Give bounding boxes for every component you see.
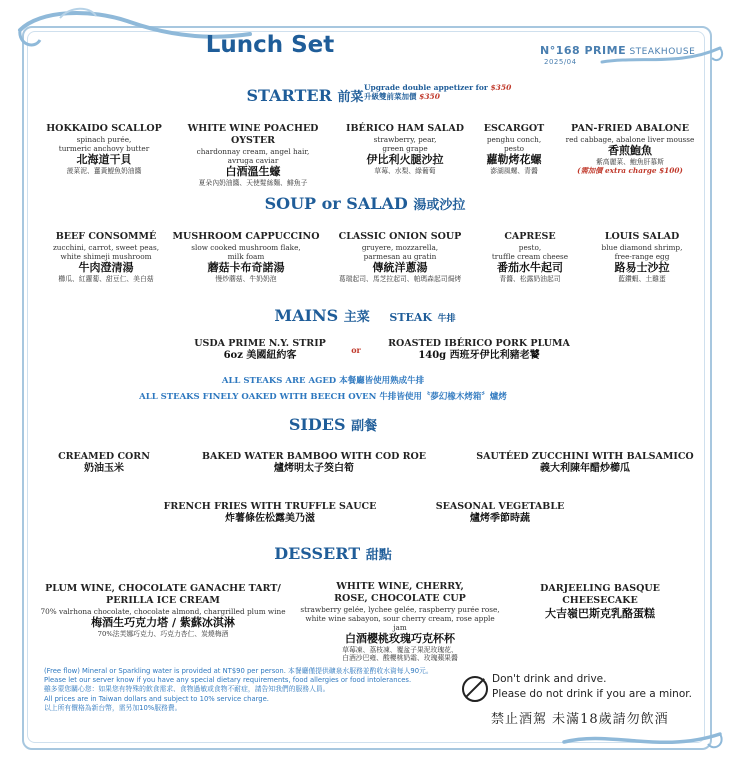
footer-notes	[44, 667, 464, 713]
upgrade-zh: 升級雙前菜加價	[364, 92, 420, 102]
menu-text: 紫高麗菜、鮑魚肝慕斯	[596, 157, 664, 166]
menu-text: green grape	[382, 143, 428, 153]
menu-text: slow cooked mushroom flake,	[191, 242, 301, 252]
brand-subtitle: STEAKHOUSE	[629, 47, 696, 57]
menu-text: PAN-FRIED ABALONE	[571, 123, 689, 134]
menu-text: 蘿勒烤花螺	[486, 153, 542, 167]
main-item	[384, 338, 574, 362]
dessert-item	[40, 583, 286, 638]
menu-text: avruga caviar	[227, 155, 279, 165]
menu-text: ROASTED IBÉRICO PORK PLUMA	[388, 338, 570, 349]
sides-heading	[0, 415, 698, 434]
mains-title-en: MAINS	[274, 306, 339, 325]
page-title: Lunch Set	[205, 32, 335, 58]
warning-line: Don't drink and drive.	[492, 673, 607, 685]
menu-text: 奶油玉米	[84, 462, 124, 474]
mains-heading	[0, 306, 730, 325]
menu-text: gruyere, mozzarella,	[361, 242, 439, 252]
starter-item	[168, 123, 338, 187]
menu-text: 夏朵內奶油醬、天使髮絲麵、鯡魚子	[198, 178, 308, 187]
menu-text: 藍鑽蝦、土雞蛋	[618, 274, 666, 283]
menu-text: USDA PRIME N.Y. STRIP	[194, 338, 326, 349]
footer-line: 以上所有價格為新台幣，需另加10%服務費。	[44, 703, 182, 712]
menu-text: 140g 西班牙伊比利豬老饕	[418, 349, 540, 361]
menu-text: 梅酒生巧克力塔 / 紫蘇冰淇淋	[91, 615, 235, 629]
menu-text: CAPRESE	[504, 231, 556, 242]
menu-text: strawberry gelée, lychee gelée, raspberry purée rose,	[300, 604, 500, 614]
footer-line: Please let our server know if you have any special dietary requirements, food allergies or food intolerances.	[44, 676, 412, 685]
starter-item	[468, 123, 560, 175]
alcohol-warning-zh: 禁止酒駕 未滿18歲請勿飲酒	[491, 712, 669, 727]
mains-title-zh: 主菜	[343, 310, 370, 325]
menu-text: ESCARGOT	[483, 123, 545, 134]
menu-text: 慢炒蘑菇、牛奶奶泡	[215, 274, 277, 283]
side-item	[196, 451, 432, 475]
dessert-title-en: DESSERT	[274, 544, 361, 563]
steak-label-zh: 牛排	[437, 314, 456, 324]
extra-charge-note: (需加價 extra charge $100)	[577, 166, 683, 176]
menu-text: ROSE, CHOCOLATE CUP	[334, 592, 466, 604]
menu-text: CLASSIC ONION SOUP	[338, 231, 462, 242]
dessert-item	[504, 583, 696, 621]
starter-upgrade-note	[364, 83, 511, 102]
side-item	[420, 501, 580, 525]
aged-steak-note: ALL STEAKS ARE AGED 本餐廳皆使用熟成牛排	[221, 376, 425, 386]
menu-text: SAUTÉED ZUCCHINI WITH BALSAMICO	[476, 451, 694, 462]
menu-text: FRENCH FRIES WITH TRUFFLE SAUCE	[163, 501, 377, 512]
menu-text: 牛肉澄清湯	[78, 261, 134, 275]
menu-text: turmeric anchovy butter	[58, 143, 150, 153]
menu-text: 草莓凍、荔枝凍、覆盆子果泥玫瑰花、	[342, 645, 458, 654]
footer-line: All prices are in Taiwan dollars and subject to 10% service charge.	[44, 694, 269, 703]
sides-title-en: SIDES	[288, 415, 346, 434]
soup-title-zh: 湯或沙拉	[413, 198, 466, 213]
menu-text: 70%法芙娜巧克力、巧克力杏仁、炭燒梅酒	[97, 629, 229, 638]
soup-item	[44, 231, 168, 283]
menu-text: 菠菜泥、薑黃鯷魚奶油醬	[66, 166, 142, 175]
menu-text: 葛瑞起司、馬芝拉起司、帕瑪森起司焗烤	[338, 274, 462, 283]
side-item	[160, 501, 380, 525]
no-drinking-icon	[462, 676, 488, 702]
menu-text: 澎湖風螺、青醬	[490, 166, 538, 175]
soup-item	[322, 231, 478, 283]
oak-oven-note: ALL STEAKS FINELY OAKED WITH BEECH OVEN 牛排皆使用〝夢幻橡木烤箱〞爐烤	[139, 392, 507, 402]
menu-text: milk foam	[227, 251, 265, 261]
warning-line: Please do not drink if you are a minor.	[492, 687, 692, 700]
upgrade-en: Upgrade double appetizer for	[364, 83, 491, 92]
menu-text: 草莓、水梨、綠葡萄	[374, 166, 436, 175]
menu-text: zucchini, carrot, sweet peas,	[52, 242, 160, 252]
side-item	[470, 451, 700, 475]
menu-text: spinach purée,	[76, 134, 132, 144]
menu-text: HOKKAIDO SCALLOP	[46, 123, 162, 134]
menu-text: SEASONAL VEGETABLE	[435, 501, 565, 512]
starter-item	[558, 123, 702, 175]
menu-text: IBÉRICO HAM SALAD	[346, 123, 464, 134]
footer-line: 雖多蒙您關心您：如果您有特殊的飲食需求、食物過敏或食物不耐症，請告知我們的服務人員。	[44, 685, 330, 694]
menu-text: 北海道干貝	[76, 153, 132, 167]
menu-text: truffle cream cheese	[491, 251, 569, 261]
footer-line: (Free flow) Mineral or Sparkling water is provided at NT$90 per person. 本餐廳僅提供礦泉水服務並酌收水資每人90元。	[44, 667, 433, 675]
menu-text: penghu conch,	[486, 134, 542, 144]
alcohol-warning	[492, 672, 692, 701]
menu-text: PLUM WINE, CHOCOLATE GANACHE TART/	[45, 583, 281, 594]
menu-text: CREAMED CORN	[58, 451, 150, 462]
menu-text: 蘑菇卡布奇諾湯	[207, 261, 285, 275]
starter-title-zh: 前菜	[337, 90, 364, 105]
menu-text: BAKED WATER BAMBOO WITH COD ROE	[201, 451, 427, 462]
dessert-item	[300, 581, 500, 663]
soup-heading	[0, 194, 730, 213]
dessert-title-zh: 甜點	[365, 548, 392, 563]
menu-text: 爐烤季節時蔬	[470, 512, 530, 524]
menu-text: 香煎鮑魚	[608, 143, 652, 157]
upgrade-zh-price: $350	[419, 92, 440, 102]
menu-text: 白酒溫生蠔	[225, 164, 281, 178]
menu-text: LOUIS SALAD	[604, 231, 680, 242]
menu-text: 白酒沙巴雍、酸櫻桃奶霜、玫瑰蘋果醬	[342, 654, 458, 663]
brand-code: 2025/04	[544, 58, 577, 66]
menu-text: 番茄水牛起司	[497, 261, 563, 275]
menu-text: MUSHROOM CAPPUCCINO	[172, 231, 320, 242]
soup-item	[482, 231, 578, 283]
menu-text: 伊比利火腿沙拉	[366, 153, 444, 167]
menu-text: 櫛瓜、紅蘿蔔、甜豆仁、美白菇	[58, 274, 154, 283]
menu-text: pesto,	[518, 242, 542, 252]
starter-heading	[0, 86, 670, 105]
menu-text: 傳統洋蔥湯	[372, 261, 428, 275]
menu-text: pesto	[503, 143, 525, 153]
or-separator: or	[351, 345, 361, 355]
starter-item	[44, 123, 164, 175]
menu-text: white wine sabayon, sour cherry cream, rose apple jam	[305, 613, 495, 632]
menu-text: 炸薯條佐松露美乃滋	[225, 512, 315, 524]
side-item	[44, 451, 164, 475]
menu-text: chardonnay cream, angel hair,	[196, 146, 310, 156]
menu-text: PERILLA ICE CREAM	[106, 594, 220, 606]
starter-item	[340, 123, 470, 175]
steak-label-en: STEAK	[389, 311, 432, 324]
brand-logo	[540, 44, 730, 67]
menu-text: 青醬、松露奶油起司	[499, 274, 561, 283]
menu-text: 白酒櫻桃玫瑰巧克杯杯	[345, 632, 455, 646]
soup-item	[582, 231, 702, 283]
starter-title-en: STARTER	[246, 86, 332, 105]
upgrade-en-price: $350	[490, 83, 512, 92]
menu-text: BEEF CONSOMMÉ	[55, 231, 157, 242]
menu-text: DARJEELING BASQUE CHEESECAKE	[540, 583, 660, 606]
menu-text: parmesan au gratin	[363, 251, 437, 261]
menu-text: 6oz 美國紐約客	[223, 349, 297, 361]
main-item	[190, 338, 330, 362]
menu-text: blue diamond shrimp,	[601, 242, 683, 252]
sides-title-zh: 副餐	[351, 419, 378, 434]
menu-text: white shimeji mushroom	[60, 251, 152, 261]
menu-text: strawberry, pear,	[373, 134, 437, 144]
menu-text: 70% valrhona chocolate, chocolate almond, chargrilled plum wine	[40, 606, 286, 616]
dessert-heading	[0, 544, 698, 563]
soup-item	[172, 231, 320, 283]
menu-text: 義大利陳年醋炒櫛瓜	[540, 462, 630, 474]
brand-number: N°168 PRIME	[540, 44, 627, 57]
menu-text: 路易士沙拉	[614, 261, 670, 275]
menu-text: free-range egg	[614, 251, 670, 261]
menu-text: WHITE WINE POACHED OYSTER	[187, 123, 319, 146]
menu-text: 大吉嶺巴斯克乳酪蛋糕	[545, 606, 655, 620]
menu-text: 爐烤明太子筊白筍	[274, 462, 354, 474]
soup-title-en: SOUP or SALAD	[264, 194, 408, 213]
menu-text: WHITE WINE, CHERRY,	[336, 581, 464, 592]
menu-text: red cabbage, abalone liver mousse	[565, 134, 695, 144]
